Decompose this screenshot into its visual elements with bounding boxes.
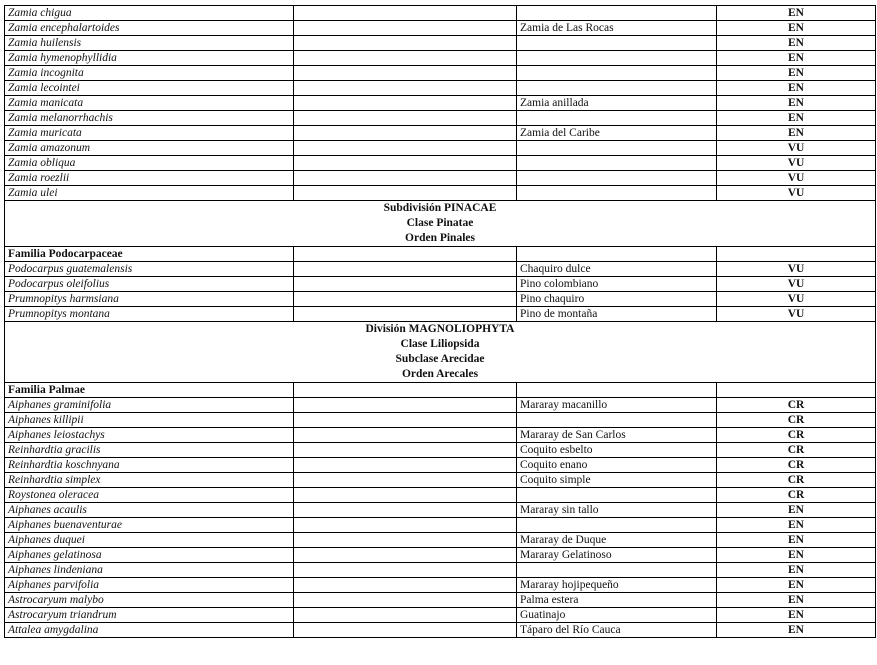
taxonomy-header-line: División MAGNOLIOPHYTA bbox=[365, 323, 515, 335]
empty-cell bbox=[294, 277, 517, 292]
empty-cell bbox=[294, 66, 517, 81]
empty-cell bbox=[294, 307, 517, 322]
empty-cell bbox=[294, 623, 517, 638]
scientific-name-cell: Aiphanes parvifolia bbox=[5, 578, 294, 593]
empty-cell bbox=[294, 51, 517, 66]
species-row bbox=[5, 36, 876, 51]
species-row bbox=[5, 66, 876, 81]
empty-cell bbox=[294, 533, 517, 548]
taxonomy-header-line: Orden Arecales bbox=[401, 368, 479, 380]
empty-cell bbox=[294, 458, 517, 473]
common-name-cell: Mararay sin tallo bbox=[517, 503, 717, 518]
scientific-name-cell: Attalea amygdalina bbox=[5, 623, 294, 638]
common-name-cell: Zamia de Las Rocas bbox=[517, 21, 717, 36]
scientific-name-cell: Astrocaryum triandrum bbox=[5, 608, 294, 623]
threat-category-cell: VU bbox=[717, 262, 876, 277]
common-name-cell: Mararay de San Carlos bbox=[517, 428, 717, 443]
species-row bbox=[5, 488, 876, 503]
species-row bbox=[5, 6, 876, 21]
empty-cell bbox=[294, 608, 517, 623]
threat-category-cell: EN bbox=[717, 548, 876, 563]
species-row bbox=[5, 171, 876, 186]
scientific-name-cell: Zamia huilensis bbox=[5, 36, 294, 51]
scientific-name-cell: Zamia lecointei bbox=[5, 81, 294, 96]
common-name-cell bbox=[517, 66, 717, 81]
threat-category-cell: EN bbox=[717, 36, 876, 51]
scientific-name-cell: Roystonea oleracea bbox=[5, 488, 294, 503]
taxonomy-header-line: Subdivisión PINACAE bbox=[383, 202, 497, 214]
scientific-name-cell: Zamia roezlii bbox=[5, 171, 294, 186]
species-row bbox=[5, 578, 876, 593]
empty-cell bbox=[294, 398, 517, 413]
species-row bbox=[5, 398, 876, 413]
empty-cell bbox=[517, 247, 717, 262]
common-name-cell: Mararay Gelatinoso bbox=[517, 548, 717, 563]
threat-category-cell: VU bbox=[717, 141, 876, 156]
scientific-name-cell: Zamia melanorrhachis bbox=[5, 111, 294, 126]
empty-cell bbox=[294, 563, 517, 578]
common-name-cell: Mararay hojipequeño bbox=[517, 578, 717, 593]
threat-category-cell: EN bbox=[717, 518, 876, 533]
species-row bbox=[5, 473, 876, 488]
species-row bbox=[5, 413, 876, 428]
threat-category-cell: EN bbox=[717, 533, 876, 548]
threat-category-cell: CR bbox=[717, 428, 876, 443]
threat-category-cell: VU bbox=[717, 171, 876, 186]
empty-cell bbox=[294, 21, 517, 36]
scientific-name-cell: Aiphanes lindeniana bbox=[5, 563, 294, 578]
common-name-cell bbox=[517, 563, 717, 578]
scientific-name-cell: Aiphanes killipii bbox=[5, 413, 294, 428]
taxonomy-header-row bbox=[5, 322, 876, 383]
threat-category-cell: VU bbox=[717, 307, 876, 322]
family-row bbox=[5, 383, 876, 398]
common-name-cell bbox=[517, 488, 717, 503]
threat-category-cell: EN bbox=[717, 623, 876, 638]
empty-cell bbox=[294, 488, 517, 503]
taxonomy-header-cell bbox=[5, 201, 876, 247]
common-name-cell bbox=[517, 36, 717, 51]
scientific-name-cell: Zamia obliqua bbox=[5, 156, 294, 171]
scientific-name-cell: Podocarpus oleifolius bbox=[5, 277, 294, 292]
common-name-cell: Táparo del Río Cauca bbox=[517, 623, 717, 638]
taxonomy-header-row bbox=[5, 201, 876, 247]
empty-cell bbox=[294, 156, 517, 171]
threat-category-cell: EN bbox=[717, 503, 876, 518]
scientific-name-cell: Zamia ulei bbox=[5, 186, 294, 201]
threat-category-cell: EN bbox=[717, 608, 876, 623]
threatened-species-table bbox=[4, 5, 876, 638]
empty-cell bbox=[294, 81, 517, 96]
species-row bbox=[5, 428, 876, 443]
threat-category-cell: EN bbox=[717, 21, 876, 36]
empty-cell bbox=[294, 383, 517, 398]
threat-category-cell: VU bbox=[717, 156, 876, 171]
threat-category-cell: EN bbox=[717, 578, 876, 593]
species-row bbox=[5, 518, 876, 533]
species-row bbox=[5, 533, 876, 548]
species-row bbox=[5, 563, 876, 578]
scientific-name-cell: Reinhardtia koschnyana bbox=[5, 458, 294, 473]
species-row bbox=[5, 262, 876, 277]
empty-cell bbox=[294, 292, 517, 307]
common-name-cell: Pino chaquiro bbox=[517, 292, 717, 307]
empty-cell bbox=[294, 413, 517, 428]
scientific-name-cell: Aiphanes graminifolia bbox=[5, 398, 294, 413]
scientific-name-cell: Prumnopitys montana bbox=[5, 307, 294, 322]
empty-cell bbox=[294, 548, 517, 563]
species-row bbox=[5, 51, 876, 66]
common-name-cell: Coquito enano bbox=[517, 458, 717, 473]
common-name-cell: Palma estera bbox=[517, 593, 717, 608]
empty-cell bbox=[294, 186, 517, 201]
common-name-cell: Guatinajo bbox=[517, 608, 717, 623]
empty-cell bbox=[717, 383, 876, 398]
table-body bbox=[5, 6, 876, 638]
species-row bbox=[5, 608, 876, 623]
empty-cell bbox=[294, 126, 517, 141]
common-name-cell bbox=[517, 171, 717, 186]
species-row bbox=[5, 503, 876, 518]
species-row bbox=[5, 111, 876, 126]
scientific-name-cell: Aiphanes buenaventurae bbox=[5, 518, 294, 533]
common-name-cell bbox=[517, 111, 717, 126]
common-name-cell: Mararay de Duque bbox=[517, 533, 717, 548]
scientific-name-cell: Zamia incognita bbox=[5, 66, 294, 81]
empty-cell bbox=[294, 171, 517, 186]
scientific-name-cell: Prumnopitys harmsiana bbox=[5, 292, 294, 307]
common-name-cell bbox=[517, 186, 717, 201]
threat-category-cell: EN bbox=[717, 563, 876, 578]
species-row bbox=[5, 458, 876, 473]
common-name-cell: Zamia anillada bbox=[517, 96, 717, 111]
taxonomy-header-line: Orden Pinales bbox=[405, 232, 475, 244]
common-name-cell: Coquito esbelto bbox=[517, 443, 717, 458]
taxonomy-header-line: Clase Liliopsida bbox=[400, 338, 480, 350]
empty-cell bbox=[294, 96, 517, 111]
common-name-cell: Coquito simple bbox=[517, 473, 717, 488]
common-name-cell bbox=[517, 81, 717, 96]
empty-cell bbox=[517, 383, 717, 398]
threat-category-cell: VU bbox=[717, 277, 876, 292]
empty-cell bbox=[294, 262, 517, 277]
scientific-name-cell: Zamia encephalartoides bbox=[5, 21, 294, 36]
scientific-name-cell: Aiphanes duquei bbox=[5, 533, 294, 548]
threat-category-cell: EN bbox=[717, 593, 876, 608]
common-name-cell bbox=[517, 518, 717, 533]
species-row bbox=[5, 277, 876, 292]
threat-category-cell: EN bbox=[717, 66, 876, 81]
common-name-cell bbox=[517, 141, 717, 156]
species-row bbox=[5, 548, 876, 563]
scientific-name-cell: Zamia amazonum bbox=[5, 141, 294, 156]
threat-category-cell: EN bbox=[717, 126, 876, 141]
common-name-cell bbox=[517, 413, 717, 428]
family-name-cell: Familia Palmae bbox=[5, 383, 294, 398]
empty-cell bbox=[294, 578, 517, 593]
empty-cell bbox=[294, 247, 517, 262]
threat-category-cell: EN bbox=[717, 81, 876, 96]
threat-category-cell: VU bbox=[717, 292, 876, 307]
empty-cell bbox=[294, 111, 517, 126]
empty-cell bbox=[294, 36, 517, 51]
species-row bbox=[5, 593, 876, 608]
empty-cell bbox=[294, 593, 517, 608]
empty-cell bbox=[294, 6, 517, 21]
scientific-name-cell: Zamia muricata bbox=[5, 126, 294, 141]
common-name-cell: Zamia del Caribe bbox=[517, 126, 717, 141]
species-row bbox=[5, 156, 876, 171]
empty-cell bbox=[294, 141, 517, 156]
threat-category-cell: CR bbox=[717, 488, 876, 503]
species-row bbox=[5, 126, 876, 141]
scientific-name-cell: Aiphanes leiostachys bbox=[5, 428, 294, 443]
threat-category-cell: CR bbox=[717, 458, 876, 473]
scientific-name-cell: Zamia chigua bbox=[5, 6, 294, 21]
scientific-name-cell: Aiphanes acaulis bbox=[5, 503, 294, 518]
threat-category-cell: VU bbox=[717, 186, 876, 201]
common-name-cell bbox=[517, 51, 717, 66]
species-row bbox=[5, 292, 876, 307]
scientific-name-cell: Astrocaryum malybo bbox=[5, 593, 294, 608]
species-row bbox=[5, 186, 876, 201]
empty-cell bbox=[294, 518, 517, 533]
scientific-name-cell: Aiphanes gelatinosa bbox=[5, 548, 294, 563]
scientific-name-cell: Reinhardtia gracilis bbox=[5, 443, 294, 458]
empty-cell bbox=[294, 503, 517, 518]
threat-category-cell: CR bbox=[717, 413, 876, 428]
common-name-cell bbox=[517, 156, 717, 171]
empty-cell bbox=[717, 247, 876, 262]
common-name-cell: Pino colombiano bbox=[517, 277, 717, 292]
common-name-cell bbox=[517, 6, 717, 21]
taxonomy-header-cell bbox=[5, 322, 876, 383]
scientific-name-cell: Reinhardtia simplex bbox=[5, 473, 294, 488]
scientific-name-cell: Podocarpus guatemalensis bbox=[5, 262, 294, 277]
species-row bbox=[5, 443, 876, 458]
species-row bbox=[5, 623, 876, 638]
taxonomy-header-line: Clase Pinatae bbox=[406, 217, 474, 229]
taxonomy-header-line: Subclase Arecidae bbox=[395, 353, 485, 365]
common-name-cell: Chaquiro dulce bbox=[517, 262, 717, 277]
threat-category-cell: CR bbox=[717, 443, 876, 458]
species-row bbox=[5, 81, 876, 96]
threat-category-cell: EN bbox=[717, 96, 876, 111]
threat-category-cell: EN bbox=[717, 6, 876, 21]
species-row bbox=[5, 21, 876, 36]
scientific-name-cell: Zamia hymenophyllidia bbox=[5, 51, 294, 66]
empty-cell bbox=[294, 428, 517, 443]
family-name-cell: Familia Podocarpaceae bbox=[5, 247, 294, 262]
species-row bbox=[5, 307, 876, 322]
threat-category-cell: CR bbox=[717, 398, 876, 413]
scientific-name-cell: Zamia manicata bbox=[5, 96, 294, 111]
common-name-cell: Mararay macanillo bbox=[517, 398, 717, 413]
threat-category-cell: CR bbox=[717, 473, 876, 488]
species-row bbox=[5, 141, 876, 156]
species-row bbox=[5, 96, 876, 111]
threat-category-cell: EN bbox=[717, 111, 876, 126]
empty-cell bbox=[294, 443, 517, 458]
common-name-cell: Pino de montaña bbox=[517, 307, 717, 322]
threat-category-cell: EN bbox=[717, 51, 876, 66]
empty-cell bbox=[294, 473, 517, 488]
family-row bbox=[5, 247, 876, 262]
